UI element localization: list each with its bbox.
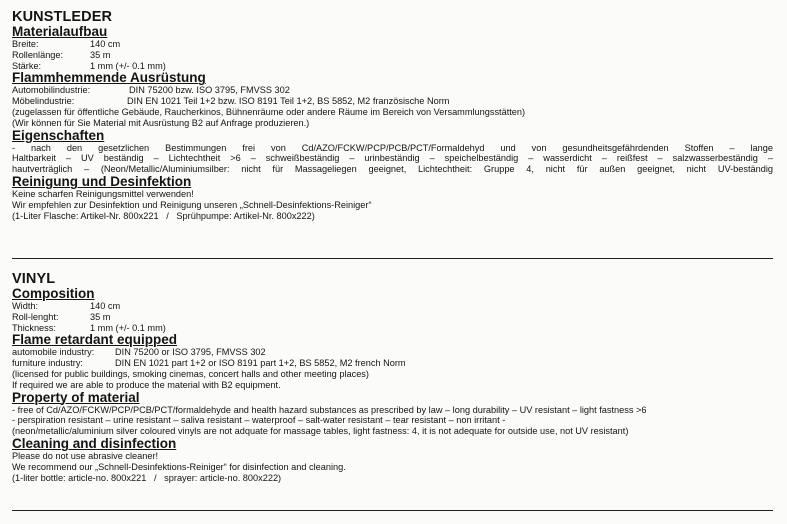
bottom-divider [12,510,773,511]
flammhemmende-heading: Flammhemmende Ausrüstung [12,70,206,86]
properties-line: - perspiration resistant – urine resistant – saliva resistant – waterproof – salt-water resistant – tear resistant – non irritant - [12,415,506,426]
spec-value: 140 cm [90,301,121,311]
flame-row-automotive [12,85,773,96]
spec-value: 35 m [90,49,111,60]
cleaning-article-numbers: (1-liter bottle: article-no. 800x221 / sprayer: article-no. 800x222) [12,472,282,483]
spec-label: Roll-lenght: [12,311,59,322]
vinyl-section [12,272,773,483]
materialaufbau-heading: Materialaufbau [12,24,108,39]
cleaning-line: Please do not use abrasive cleaner! [12,450,159,461]
reinigung-heading: Reinigung und Desinfektion [12,173,192,189]
flame-row-furniture [12,96,773,107]
flame-note: (zugelassen für öffentliche Gebäude, Raucherkinos, Bühnenräume oder andere Räume im Bereich von Versammlungsstätten) [12,106,526,117]
spec-row-roll-length [12,312,773,323]
flame-value: DIN EN 1021 part 1+2 or ISO 8191 part 1+2, BS 5852, M2 french Norm [115,358,406,369]
spec-label: Breite: [12,39,39,49]
properties-line: - free of Cd/AZO/FCKW/PCP/PCB/PCT/formaldehyde and health hazard substances as prescribed by law – long durability – UV resistant – light fastness >6 [12,404,647,415]
spec-label: Stärke: [12,60,42,71]
flame-row-furniture [12,358,773,369]
properties-line: (neon/metallic/aluminium silver coloured vinyls are not adquate for massage tables, light fastness: 4, it is not adequate for outside use, not UV resistant) [12,426,629,437]
kunstleder-title: KUNSTLEDER [12,9,113,25]
flame-label: furniture industry: [12,358,83,369]
composition-heading: Composition [12,286,95,301]
cleaning-line: Wir empfehlen zur Desinfektion und Reinigung unseren „Schnell-Desinfektions-Reiniger“ [12,199,372,210]
flame-label: Möbelindustrie: [12,96,75,107]
flame-note-b2: If required we are able to produce the material with B2 equipment. [12,379,281,390]
flame-row-automotive [12,347,773,358]
cleaning-line: Keine scharfen Reinigungsmittel verwenden! [12,188,194,199]
spec-value: 1 mm (+/- 0.1 mm) [90,60,166,71]
flame-note-b2: (Wir können für Sie Material mit Ausrüstung B2 auf Anfrage produzieren.) [12,117,310,128]
section-divider [12,258,773,259]
flame-value: DIN EN 1021 Teil 1+2 bzw. ISO 8191 Teil 1+2, BS 5852, M2 französische Norm [127,96,450,107]
cleaning-heading: Cleaning and disinfection [12,435,177,451]
flame-value: DIN 75200 bzw. ISO 3795, FMVSS 302 [129,85,290,96]
spec-label: Rollenlänge: [12,49,64,60]
flame-label: Automobilindustrie: [12,85,91,96]
flame-retardant-heading: Flame retardant equipped [12,332,178,348]
cleaning-article-numbers: (1-Liter Flasche: Artikel-Nr. 800x221 / Sprühpumpe: Artikel-Nr. 800x222) [12,210,315,221]
properties-line: - nach den gesetzlichen Bestimmungen frei von Cd/AZO/FCKW/PCP/PCB/PCT/Formaldehyd und von gesundheitsgefährdenden Stoffen – lange [12,142,773,153]
spec-row-width [12,39,773,50]
flame-value: DIN 75200 or ISO 3795, FMVSS 302 [115,347,266,358]
cleaning-line: We recommend our „Schnell-Desinfektions-Reiniger“ for disinfection and cleaning. [12,461,346,472]
eigenschaften-heading: Eigenschaften [12,127,105,143]
kunstleder-section [12,10,773,221]
flame-note: (licensed for public buildings, smoking cinemas, concert halls and other meeting places) [12,368,369,379]
properties-line: hautverträglich – (Neon/Metallic/Aluminiumsilber: nicht für Massageliegen geeignet, Lichtechtheit: Gruppe 4, nicht für außen geeignet, nicht UV-beständig [12,164,773,175]
spec-value: 1 mm (+/- 0.1 mm) [90,322,166,333]
spec-row-width [12,301,773,312]
property-heading: Property of material [12,389,140,405]
flame-label: automobile industry: [12,347,95,358]
spec-label: Width: [12,301,39,311]
spec-label: Thickness: [12,322,56,333]
spec-value: 140 cm [90,39,121,49]
vinyl-title: VINYL [12,271,56,287]
spec-row-roll-length [12,50,773,61]
properties-line: Haltbarkeit – UV beständig – Lichtechtheit >6 – schweißbeständig – urinbeständig – speichelbeständig – wasserdicht – reißfest – salzwasserbeständig – [12,153,773,164]
spec-value: 35 m [90,311,111,322]
